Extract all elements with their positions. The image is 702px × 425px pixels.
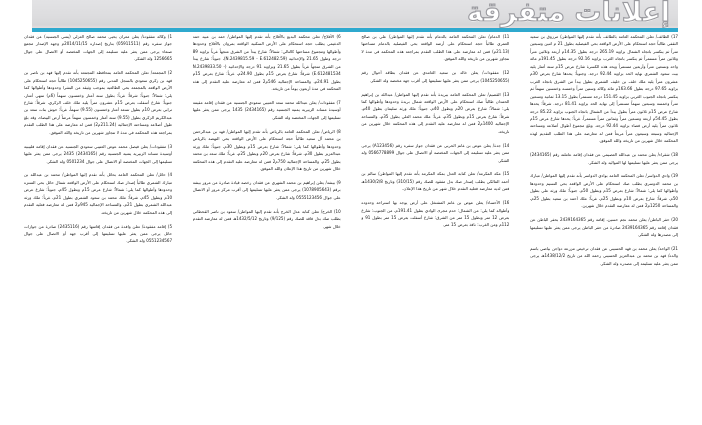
- ad-item: 18) شقراء/ يعلن محمد بن عبدالله العصيمي عن فقدان إقامة عاملته رقم (2434165) يرجى ممن يعثر عليها تسليمها لها المواليد وله الشكر.: [530, 152, 678, 165]
- ad-item: 4) حائل/ تعلن المحكمة العامة بحائل بأنه تقدم إليها المواطن/ محمد بن عبدالله بن مبارك الشمري طالباً إصدار صك استحكام على الأرض الواقعة شمال حائل بحي المنتزه وحدودها وأطوالها كما يلي: شمالاً: شارع عرض 15م وبطول 45م، جنوباً: شارع عرض 10م وبطول 45م، شرقاً: ملك محمد بن سعود الشمري بطول 21م، غرباً: ملك ورثة عبدالله الشمري بطول 21م، والمساحة الإجمالية 945م2 فمن له معارضة فعليه التقدم إلى هذه المحكمة خلال شهرين من تاريخه.: [24, 172, 173, 215]
- ad-item: 9) بيشة/ يعلن إبراهيم بن محمد الشهري عن فقدان رخصة قيادة صادرة من مرور بيشة برقم (1078905643) يرجى ممن يعثر عليها تسليمها إلى أقرب مركز مرور أو الاتصال على جوال 0555123456 وله الشكر.: [192, 179, 341, 200]
- ad-item: 15) مكة المكرمة/ تعلن كتابة العدل بمكة المكرمة بأنه تقدم إليها المواطن/ سالم بن أحمد المالكي بطلب إصدار صك بدل مفقود للصك رقم (310/15) وتاريخ 1430/2/8هـ فمن لديه معارضة فعليه التقدم خلال شهر من تاريخ هذا الإعلان.: [361, 171, 510, 192]
- ad-item: 8) الرياض/ تعلن المحكمة العامة بالرياض بأنه تقدم إليها المواطن/ فهد بن عبدالرحمن بن محمد آل سعيد طالباً حجة استحكام على الأرض الواقعة بحي النهضة بالرياض وحدودها وأطوالها كما يلي: شمالاً: شارع بعرض 15م وبطول 30م، جنوباً: ملك ورثة عبدالعزيز بطول 30م، شرقاً: شارع بعرض 20م وبطول 25م، غرباً: ملك سعد بن محمد بطول 25م، والمساحة الإجمالية 750م2 فمن له معارضة عليه التقدم إلى هذه المحكمة خلال شهرين من تاريخ هذا الإعلان والله الموفق.: [192, 128, 341, 172]
- ad-item: 17) الطائف/ تعلن المحكمة العامة بالطائف بأنه تقدم إليها المواطن/ مرزوق بن سعيد الثقفي طالباً حجة استحكام على الأرض الواقعة بحي الفيصلية بطول 21 م اثنين وسبعين متراً ثم ينكسر باتجاه الشمال بزاوية 265.19 درجة بطول 14.35م أربعة وثلاثين متراً وثلاثين متراً مستمراً ثم ينكسر باتجاه الغرب بزاوية 92.16 درجة بطول 191.45م مائة واحد وتسعين متراً وأربعين مستمراً ويحد هذه الكسرة شارع عرض 15م ستة أمتار يليه بيت سعود الشمري نهاية الحد بزاوية 92.44 درجة. وجنوباً: يحدها شارع بعرض 30م عشرون متراً يليه ملك خلف بن خليف الشمري بطول يبدأ من الشرق باتجاه الغرب بزاوية 97.65 درجة بطول 163.66م مائة وكالة وستين متراً وخمسة وخمسين سهماً ثم ينكسر باتجاه الجنوب الغربي بزاوية 151.45 درجة مستمراً بطول 13.15 ثمانية وتسعين متراً وخمسة وسبعين سهماً مستمراً إلى نهاية الحد بزاوية 81.41 درجة. شرقاً: يحدها شارع عرض 15م ثلاثون متراً بطول يبدأ من الشمال باتجاه الجنوب بزاوية 85.22 درجة بطول 54.45م أربعة وتسعين متراً وثمانين متراً مستمراً. غرباً: يحدها شارع عرض 15م ثلاثون متراً يليه أرض فضاء بزاوية 92.44 درجة. وبلغ مجموع أطوال أضلاعه ومساحته الإجمالية وسبعة وسبعون متراً مربعاً فمن له معارضة على هذا الطلب التقديم لهذه المحكمة خلال شهرين من تاريخه والله الموفق.: [530, 34, 678, 144]
- ad-item: 6) الأفلاج/ تعلن محكمة البديع بالأفلاج بأنه تقدم إليها المواطن/ حمد بن عبيد حمد الدغيمي يطلب حجة استحكام على الأرض السكنية الواقعة بمروان بالأفلاج وحدودها وأطوالها ومجموع مساحتها كالتالي: شمالاً: شارع يبدأ من الشرق متجهاً غرباً بزاوية 89 درجة وطول 21.65 والإحداثية (N.2439815.59 - E.612482.59)، جنوباً: شارع يبدأ من الشرق متجهاً غرباً بطول 21.65 وبزاوية 91 درجة والإحداثية (N.2439833.50 - E.612481534) شرقاً: شارع بعرض 15م بطول 24.90م، غرباً: شارع بعرض 15م بطول 24.91م، والمساحة الإجمالية 546م2 فمن له معارضة عليه التقدم إلى هذه المحكمة في مدة أربعون يوماً من تاريخه.: [192, 34, 341, 92]
- ad-item: 16) الأحساء/ يعلن عوض بن غانم المشتغل على أرض يوجد بها استراحة وحدوده وأطواله كما يلي: من الشمال: حدم مجرى الوادي بطول 191.41م، من الجنوب: شارع بعرض 12 متر وبطول 15 متر من الشرق: شارع أسفلت بعرض 15 متر بطول 91 و 112م ومن الغرب: نافذ بعرض 15 متر.: [361, 200, 510, 228]
- classifieds-columns: [24, 33, 678, 421]
- ad-item: 14) جدة/ يعلن عوض بن غانم الحربي عن فقدان جواز سفره رقم (A123456) يرجى ممن يعثر عليه تسليمه إلى الجهات المختصة أو الاتصال على جوال 0566778899 وله الشكر.: [361, 142, 510, 163]
- ad-item: 10) الخرج/ تعلن كتابة عدل الخرج بأنه تقدم إليها المواطن/ سعود بن ناصر القحطاني بطلب صك بدل فاقد للصك رقم (9/125) وتاريخ 1432/5/12هـ فمن له معارضة التقدم خلال شهر.: [192, 208, 341, 229]
- ad-item: 3) مفقودات/ يعلن فيصل محمد عوض العتيبي سعودي الجنسية عن فقدان إقامة فلبينية أوسيدة مساند الزبيرية يمنية الجنسية رقم (2434165) 2435 يرجى ممن يعثر عليها تسليمها إلى الجهات المختصة أو الاتصال على جوال 0501234 وله الشكر.: [24, 143, 173, 164]
- ad-item: 2) المجمعة/ تعلن المحكمة العامة بمحافظة المجمعة بأنه تقدم إليها فهد بن ناصر بن فهد بن زكري سعودي بالسجل المدني رقم (1045250655) طالباً حجة استحكام على الأرض الواقعة بالمجمعة بحي الطالعية بموجب وثيقة من البشرا وحدودها وأطوالها كما يلي: شمالاً: جنوباً: شرقاً: غرباً: بطول ستة أمتار وخمسون سهماً (6م) تنتهي أمتار، جنوباً: شارع أسفلت بعرض 15م عشرون متراً يليه ملك خلف الزكري، شرقاً: شارع ترابي بعرض 10م بطول تسعة أمتار وخمسون (9.55) سهماً، غرباً: حوش بنات سعد بن عبدالكريم الزكري بطول (9.55) ستة أمتار وخمسون سهماً عرضاً أرض البيضاء، وقد بلغ طول أضلاعه ومساحته الإجمالية (211.24م2) فمن له معارضة على هذا الطلب التقدم بمراجعة هذه المحكمة في مدة لا تتجاوز شهرين من تاريخه والله الموفق.: [24, 70, 173, 135]
- column-2: [193, 33, 341, 421]
- column-3: [361, 33, 509, 421]
- ad-item: 13) القصيم/ تعلن المحكمة العامة ببريدة بأنه تقدم إليها المواطن/ عبدالله بن إبراهيم الحمدان طالباً صك استحكام على الأرض الواقعة شمال بريدة وحدودها وأطوالها كما يلي: شمالاً: شارع بعرض 20م وبطول 40م، جنوباً: ملك ورثة سليمان بطول 40م، شرقاً: شارع بعرض 15م وبطول 35م، غرباً: ملك محمد العلي بطول 35م، والمساحة الإجمالية 1400م2 فمن له معارضة عليه التقدم إلى هذه المحكمة خلال شهرين من تاريخه.: [361, 91, 510, 134]
- ad-item: 19) وادي الدواسر/ تعلن المحكمة العامة بوادي الدواسر بأنه تقدم إليها المواطن/ مبارك بن محمد الدوسري بطلب صك استحكام على الأرض الواقعة بحي النسيم وحدودها وأطوالها كما يلي: شمالاً: شارع بعرض 15م وبطول 50م، جنوباً: ملك ورثة علي بطول 50م، شرقاً: شارع بعرض 10م وبطول 25م، غرباً: ملك أحمد بن سعيد بطول 25م، والمساحة 1250م2 فمن له معارضة التقدم خلال شهرين.: [530, 173, 678, 209]
- column-1: [24, 33, 172, 421]
- ad-item: 5) إقامة مفقودة/ تعلن وافدة من فقدان إقامتها رقم (2435116) صادرة من جوازات حائل يرجى ممن يعثر عليها تسليمها إلى أقرب جهة أو الاتصال على جوال 0551234567 وله الشكر.: [24, 223, 173, 244]
- ad-item: 7) مفقودات/ يعلن عبدالله محمد سعد العتيبي سعودي الجنسية عن فقدان إقامة مقيمة أوسيدة مساند الزبيرية يمنية الجنسية رقم (2434165) 1435 يرجى ممن يعثر عليها تسليمها إلى الجهات المختصة وله الشكر.: [192, 100, 341, 120]
- ad-item: 11) الدمام/ تعلن المحكمة العامة بالدمام بأنه تقدم إليها المواطن/ علي بن صالح العمري طالباً حجة استحكام على أرضه الواقعة بحي الفيصلية بالدمام مساحتها (21.13م) فمن له معارضة على هذا الطلب التقدم بمراجعة هذه المحكمة في مدة لا تتجاوز شهرين من تاريخه والله الموفق.: [361, 34, 510, 62]
- masthead-accent-rule: [32, 28, 678, 32]
- ad-item: 20) حفر الباطن/ يعلن محمد نجم حسين، إقامة رقم 2439164365 بحفر الباطن عن فقدان إقامة رقم 2439164365 صادرة من حفر الباطن يرجى ممن يعثر عليها تسليمها إلى مصدرها وله الشكر.: [530, 217, 678, 238]
- ad-item: 21) الواحة/ يعلن محمد بن فهد الحسيني عن فقدان ترخيص مزرعة دواجن بياضي باسم والده/ فهد بن محمد بن عبدالعزيز الحسيني رحمه الله من تاريخ 1438/12/2هـ يرجى ممن يعثر عليه تسليمه إلى مصدره وله الشكر.: [530, 245, 678, 266]
- page-title: إعلانات متفرقة: [466, 0, 670, 28]
- column-4: [530, 33, 678, 421]
- ad-item: 1) وكالة مفقودة/ يعلن معران يحيى محمد صالح العزلي (يمني الجنسية) عن فقدان جواز سفره رقم (05911511) بتاريخ إصداره 2014/11/15م وجهة الإصدار مجمع صنعاء يرجى ممن يعثر عليه تسليمه إلى الجهات المختصة أو الاتصال على جوال 1256665 وله الشكر.: [24, 34, 173, 62]
- ad-item: 12) مفقودات/ يعلن خالد بن سعيد الغامدي عن فقدان بطاقة أحوال رقم (1045250655) يرجى ممن يعثر عليها تسليمها إلى أقرب جهة مختصة وله الشكر.: [361, 70, 510, 83]
